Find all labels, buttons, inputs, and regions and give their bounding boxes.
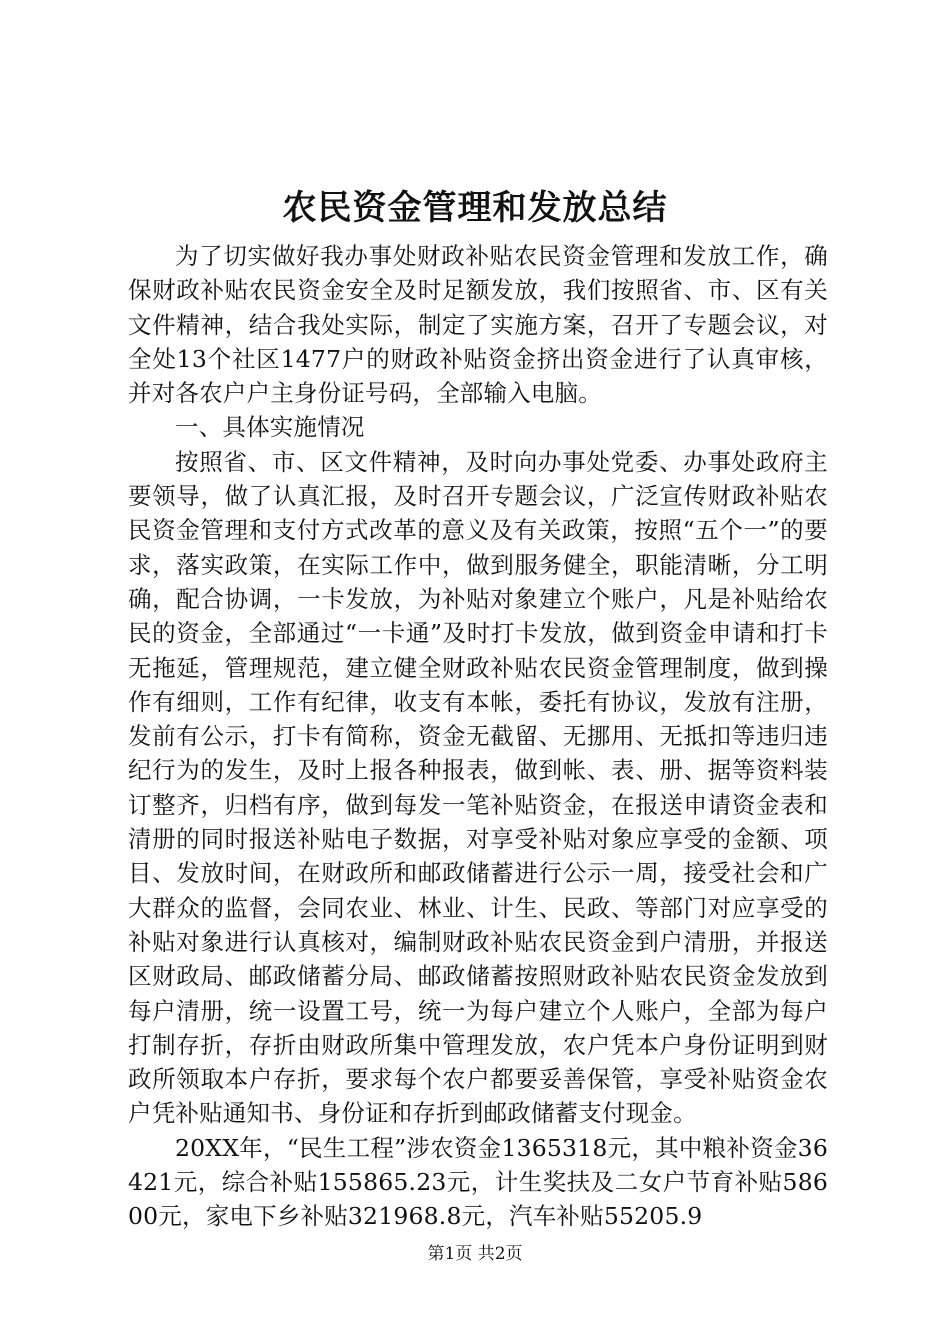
section-heading: 一、具体实施情况 (175, 413, 365, 442)
paragraph-intro: 为了切实做好我办事处财政补贴农民资金管理和发放工作，确保财政补贴农民资金安全及时足额发放，我们按照省、市、区有关文件精神，结合我处实际，制定了实施方案，召开了专题会议，对全处13个社区1477户的财政补贴资金挤出资金进行了认真审核，并对各农户户主身份证号码，全部输入电脑。 (128, 242, 828, 408)
paragraph-funds: 20XX年，“民生工程”涉农资金1365318元，其中粮补资金36421元，综合补贴155865.23元，计生奖扶及二女户节育补贴58600元，家电下乡补贴321968.8元，汽车补贴55205.9 (128, 1133, 828, 1231)
page-footer: 第1页 共2页 (427, 1244, 523, 1264)
document-body (128, 239, 828, 1234)
paragraph-implementation: 按照省、市、区文件精神，及时向办事处党委、办事处政府主要领导，做了认真汇报，及时召开专题会议，广泛宣传财政补贴农民资金管理和支付方式改革的意义及有关政策，按照“五个一”的要求，落实政策，在实际工作中，做到服务健全，职能清晰，分工明确，配合协调，一卡发放，为补贴对象建立个账户，凡是补贴给农民的资金，全部通过“一卡通”及时打卡发放，做到资金申请和打卡无拖延，管理规范，建立健全财政补贴农民资金管理制度，做到操作有细则，工作有纪律，收支有本帐，委托有协议，发放有注册，发前有公示，打卡有简称，资金无截留、无挪用、无抵扣等违归违纪行为的发生，及时上报各种报表，做到帐、表、册、据等资料装订整齐，归档有序，做到每发一笔补贴资金，在报送申请资金表和清册的同时报送补贴电子数据，对享受补贴对象应享受的金额、项目、发放时间，在财政所和邮政储蓄进行公示一周，接受社会和广大群众的监督，会同农业、林业、计生、民政、等部门对应享受的补贴对象进行认真核对，编制财政补贴农民资金到户清册，并报送区财政局、邮政储蓄分局、邮政储蓄按照财政补贴农民资金发放到每户清册，统一设置工号，统一为每户建立个人账户，全部为每户打制存折，存折由财政所集中管理发放，农户凭本户身份证明到财政所领取本户存折，要求每个农户都要妥善保管，享受补贴资金农户凭补贴通知书、身份证和存折到邮政储蓄支付现金。 (128, 447, 828, 1128)
document-title: 农民资金管理和发放总结 (282, 188, 668, 228)
